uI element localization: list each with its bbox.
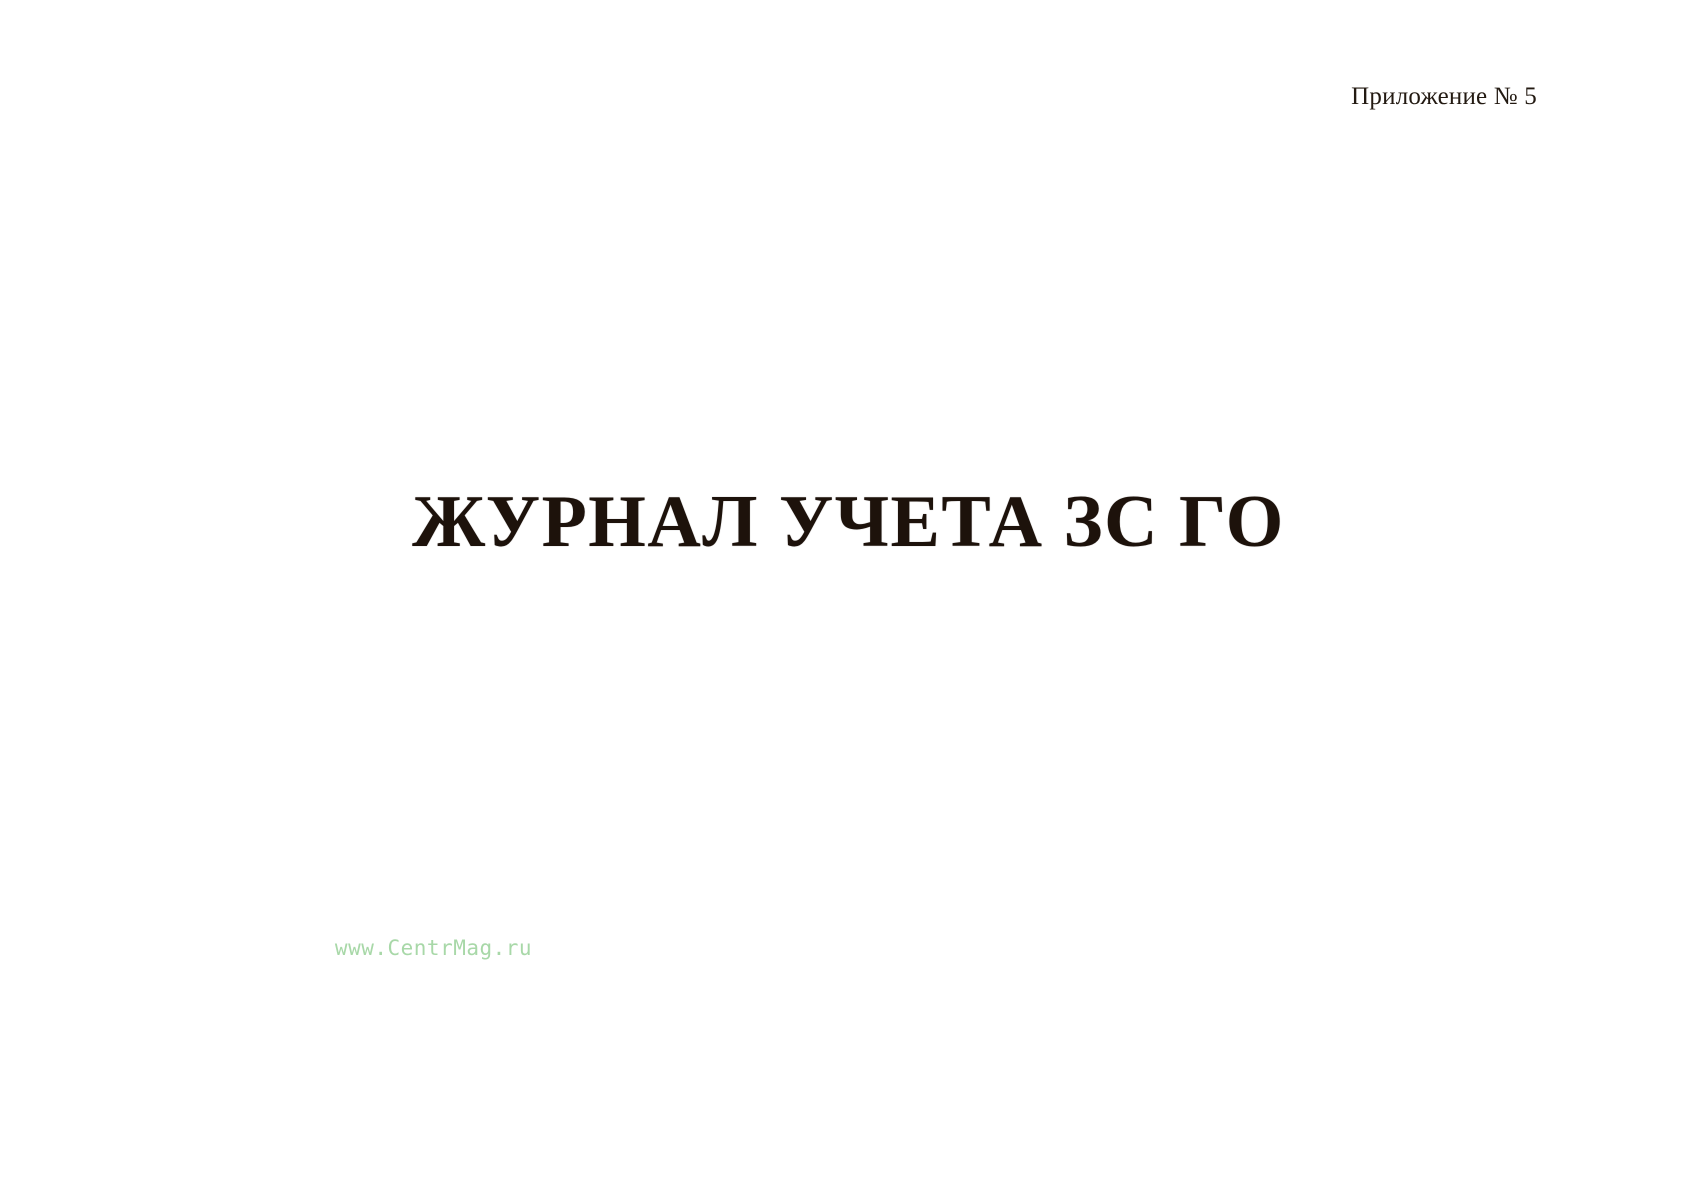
appendix-number: Приложение № 5	[1351, 83, 1537, 110]
site-watermark: www.CentrMag.ru	[334, 936, 533, 960]
page-title: ЖУРНАЛ УЧЕТА ЗС ГО	[412, 480, 1285, 563]
